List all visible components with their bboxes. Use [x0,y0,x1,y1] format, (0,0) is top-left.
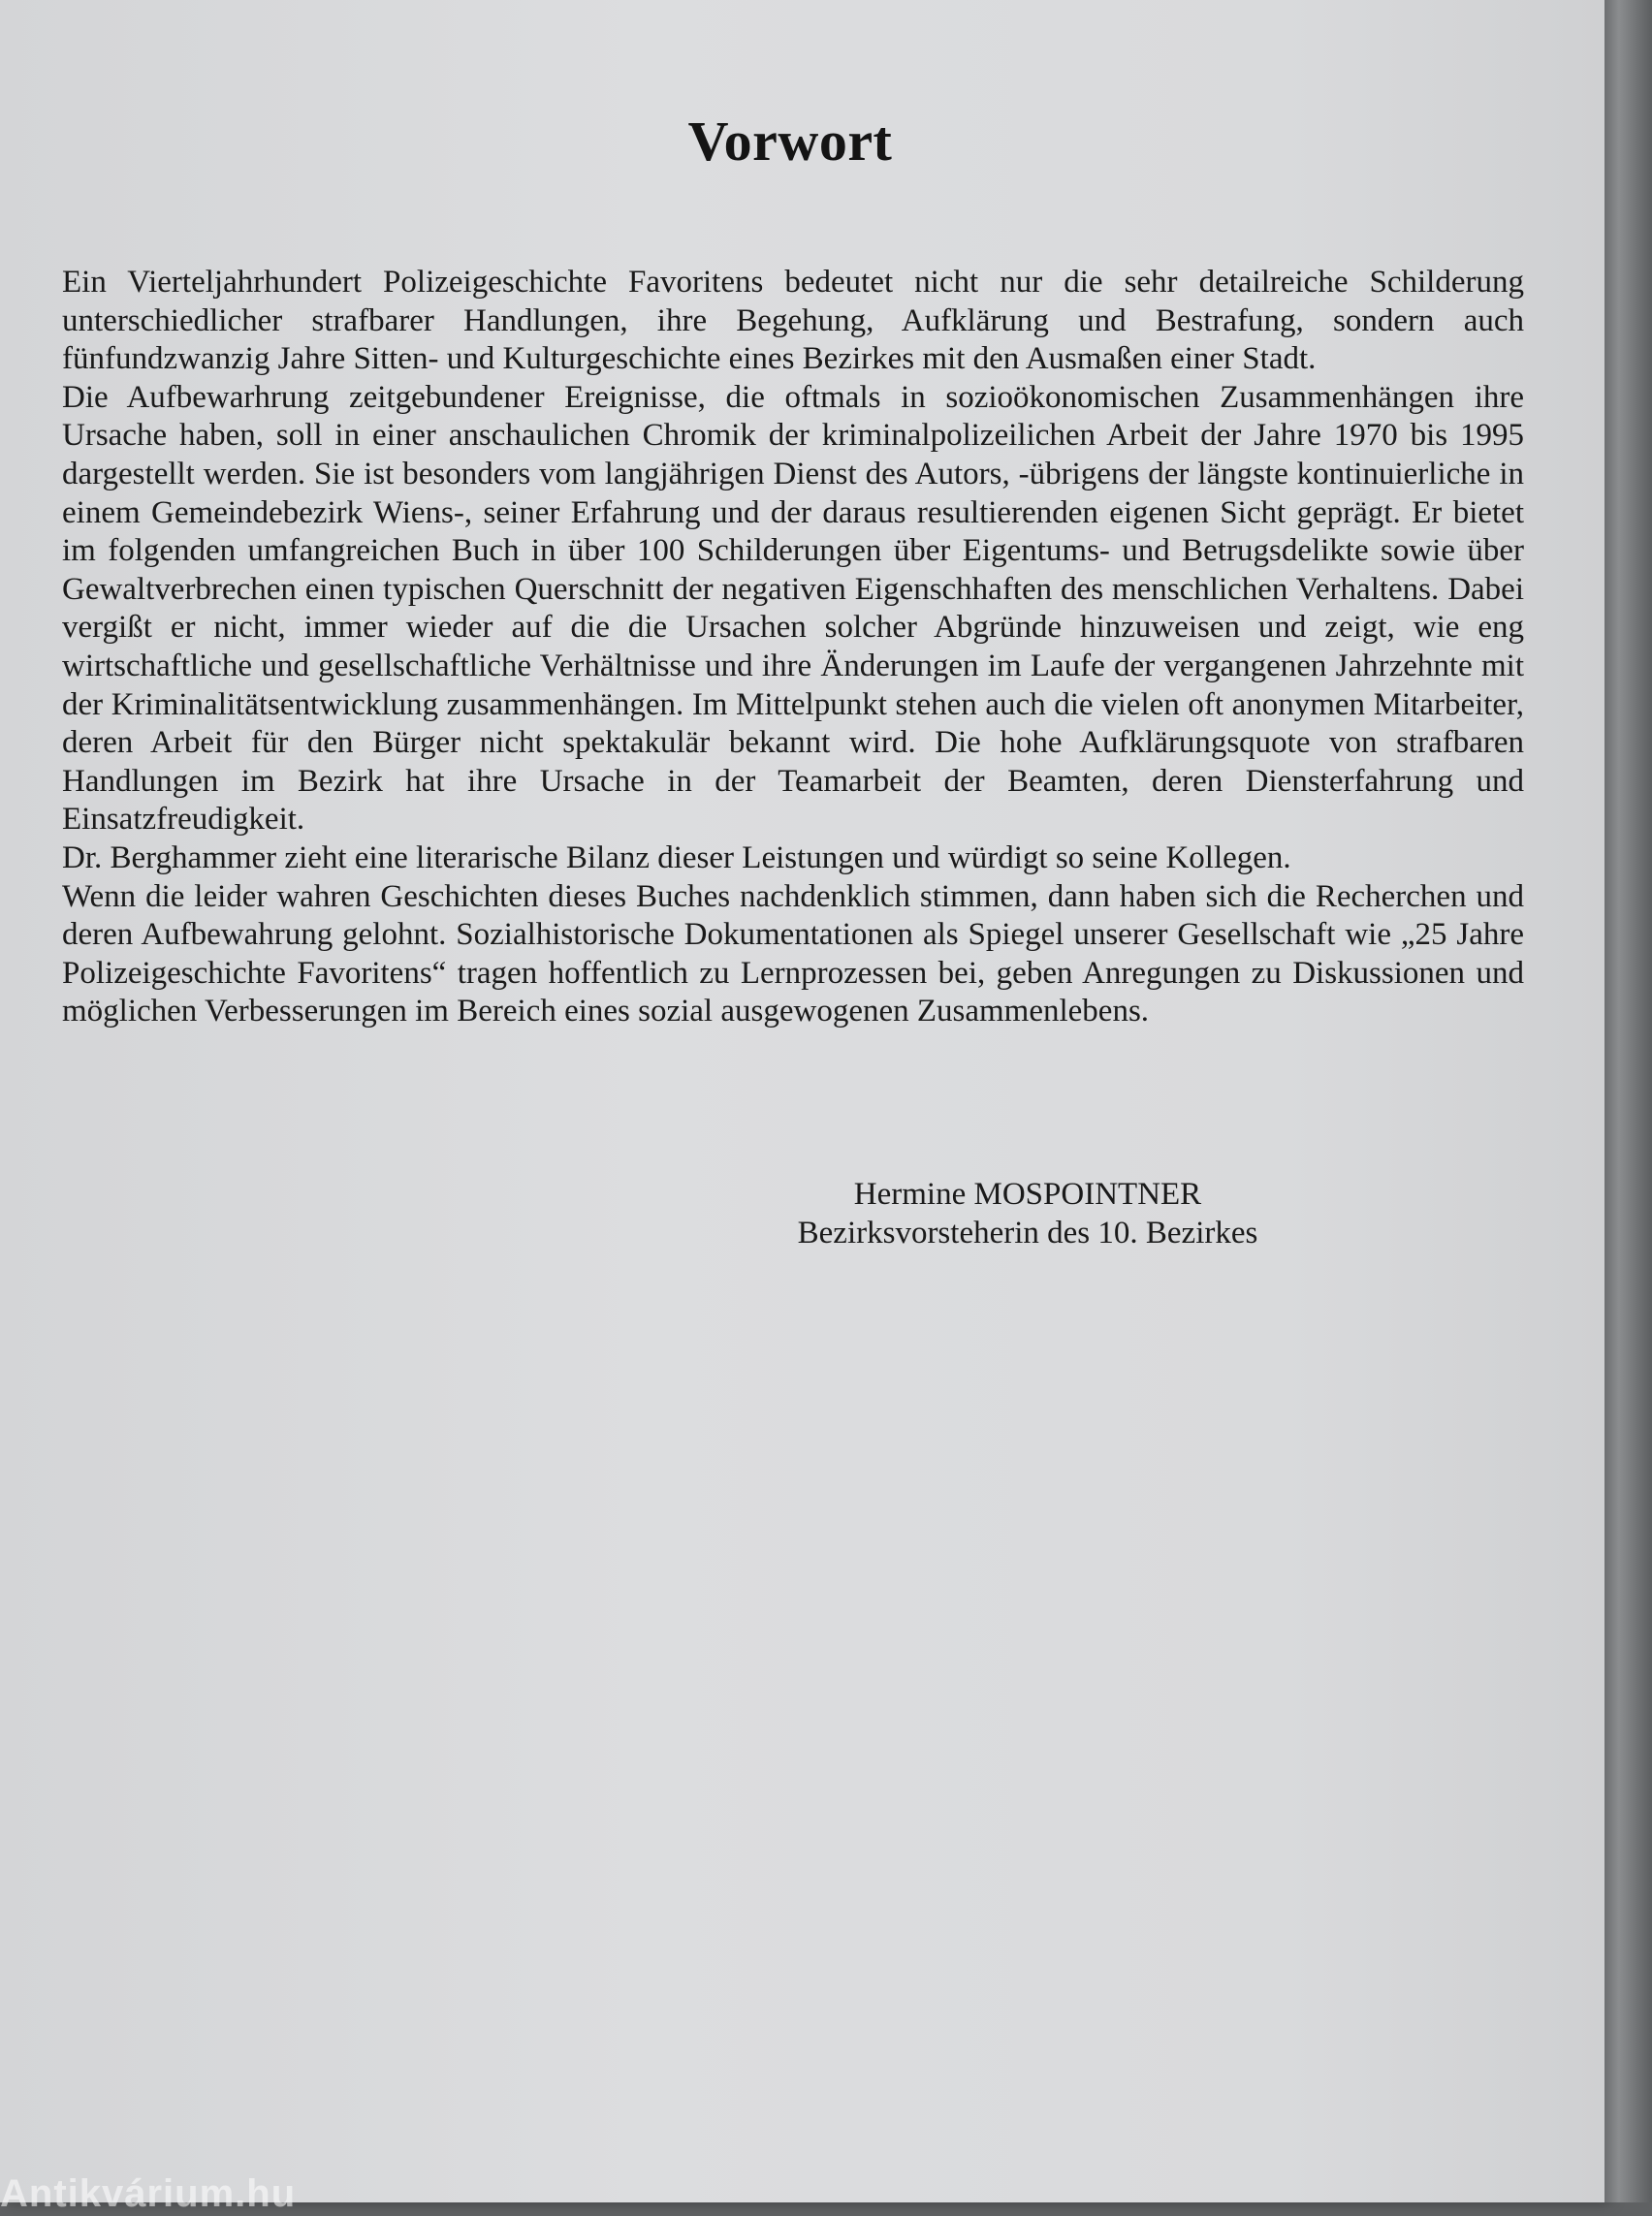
page-title: Vorwort [687,110,893,173]
watermark: Antikvárium.hu [0,2172,297,2215]
book-edge [1604,0,1652,2202]
signature-block [737,1175,1318,1252]
signature-role: Bezirksvorsteherin des 10. Bezirkes [797,1216,1258,1250]
paragraph-3: Dr. Berghammer zieht eine literarische Bilanz dieser Leistungen und würdigt so seine Kollegen. [62,839,1291,875]
signature-name: Hermine MOSPOINTNER [853,1177,1202,1212]
paragraph-2: Die Aufbewarhrung zeitgebundener Ereignisse, die oftmals in sozioökonomischen Zusammenhängen ihre Ursache haben, soll in einer anschaulichen Chromik der kriminalpolizeilichen Arbeit der Jahre 1970 bis 1995 dargestellt werden. Sie ist besonders vom langjährigen Dienst des Autors, -übrigens der längste kontinuierliche in einem Gemeindebezirk Wiens-, seiner Erfahrung und der daraus resultierenden eigenen Sicht geprägt. Er bietet im folgenden umfangreichen Buch in über 100 Schilderungen über Eigentums- und Betrugsdelikte sowie über Gewaltverbrechen einen typischen Querschnitt der negativen Eigenschhaften des menschlichen Verhaltens. Dabei vergißt er nicht, immer wieder auf die die Ursachen solcher Abgründe hinzuweisen und zeigt, wie eng wirtschaftliche und gesellschaftliche Verhältnisse und ihre Änderungen im Laufe der vergangenen Jahrzehnte mit der Kriminalitätsentwicklung zusammenhängen. Im Mittelpunkt stehen auch die vielen oft anonymen Mitarbeiter, deren Arbeit für den Bürger nicht spektakulär bekannt wird. Die hohe Aufklärungsquote von strafbaren Handlungen im Bezirk hat ihre Ursache in der Teamarbeit der Beamten, deren Diensterfahrung und Einsatzfreudigkeit. [62,379,1524,838]
paragraph-4: Wenn die leider wahren Geschichten dieses Buches nachdenklich stimmen, dann haben sich die Recherchen und deren Aufbewahrung gelohnt. Sozialhistorische Dokumentationen als Spiegel unserer Gesellschaft wie „25 Jahre Polizeigeschichte Favoritens“ tragen hoffentlich zu Lernprozessen bei, geben Anregungen zu Diskussionen und möglichen Verbesserungen im Bereich eines sozial ausgewogenen Zusammenlebens. [62,878,1524,1029]
paragraph-1: Ein Vierteljahrhundert Polizeigeschichte Favoritens bedeutet nicht nur die sehr detailreiche Schilderung unterschiedlicher strafbarer Handlungen, ihre Begehung, Aufklärung und Bestrafung, sondern auch fünfundzwanzig Jahre Sitten- und Kulturgeschichte eines Bezirkes mit den Ausmaßen einer Stadt. [62,265,1524,377]
foreword-body [62,264,1524,1031]
show-through-right [795,872,1474,2084]
show-through-left [48,1144,669,2113]
